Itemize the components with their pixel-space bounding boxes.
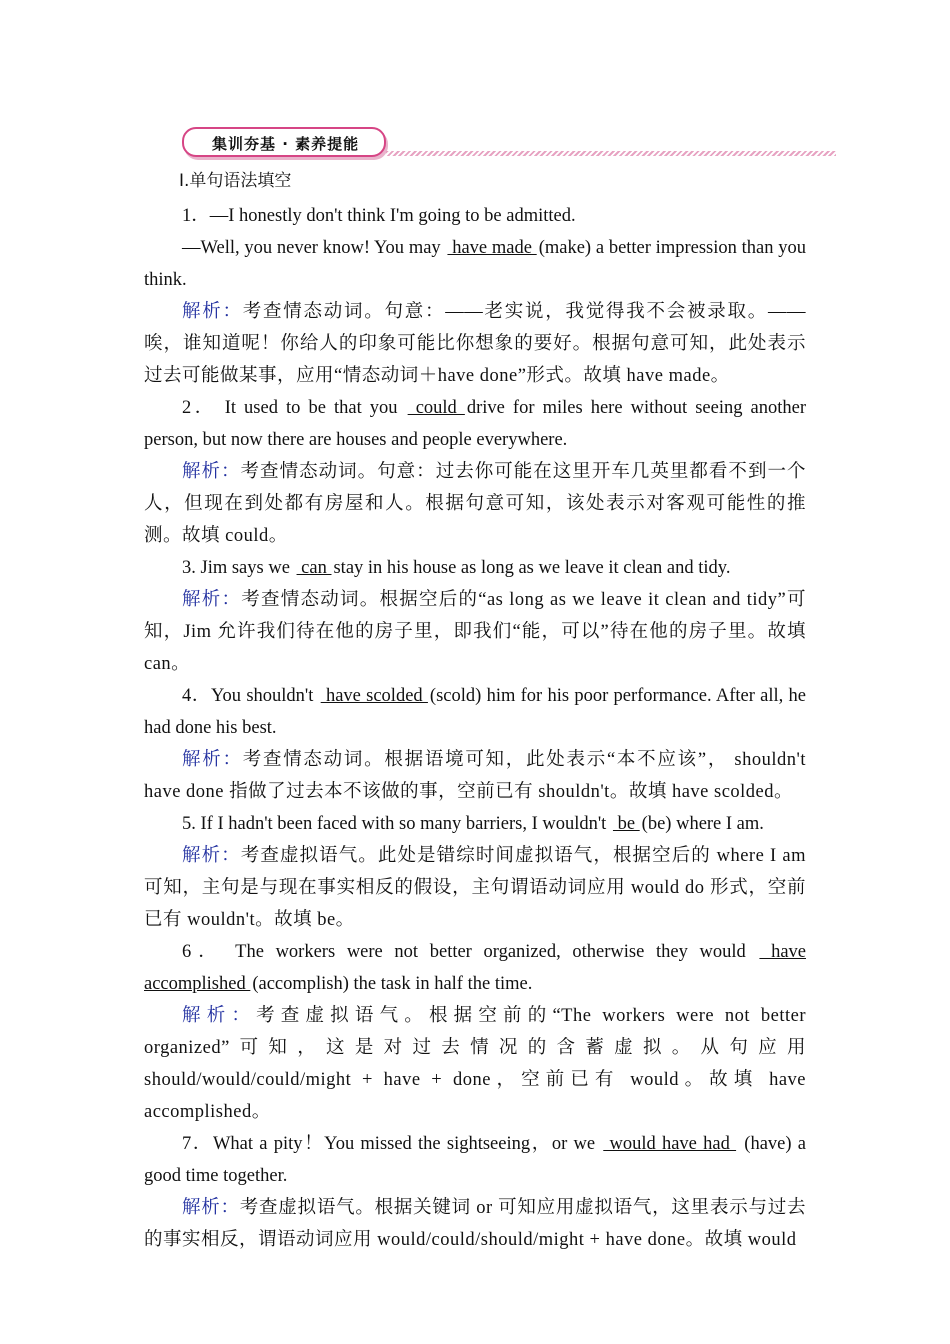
exercise-item <box>144 1128 806 1256</box>
exercise-item <box>144 200 806 392</box>
question-text: 5. If I hadn't been faced with so many barriers, I wouldn't <box>182 814 611 834</box>
analysis-paragraph <box>144 584 806 680</box>
exercise-item <box>144 552 806 680</box>
analysis-label: 解析： <box>182 461 241 482</box>
question-text: (accomplish) the task in half the time. <box>252 974 533 994</box>
analysis-text: 考查情态动词。根据空后的“as long as we leave it clean and tidy”可知，Jim 允许我们待在他的房子里，即我们“能，可以”待在他的房子里。故填 can。 <box>144 590 806 674</box>
analysis-paragraph <box>144 296 806 392</box>
section-banner <box>180 124 838 160</box>
question-line <box>144 200 806 232</box>
exercise-item <box>144 680 806 808</box>
analysis-text: 考查情态动词。句意：过去你可能在这里开车几英里都看不到一个人，但现在到处都有房屋和人。根据句意可知，该处表示对客观可能性的推测。故填 could。 <box>144 462 806 546</box>
analysis-label: 解析： <box>182 845 241 866</box>
question-text: 1．—I honestly don't think I'm going to be admitted. <box>182 206 576 226</box>
question-text: 2． It used to be that you <box>182 398 406 418</box>
question-text: 7．What a pity！You missed the sightseeing，or we <box>182 1134 602 1154</box>
answer-blank: can <box>296 558 332 578</box>
question-line <box>144 232 806 296</box>
question-line <box>144 680 806 744</box>
question-text: (make) a better impression than you think. <box>144 238 806 290</box>
analysis-paragraph <box>144 1000 806 1128</box>
analysis-label: 解析： <box>182 1197 240 1218</box>
banner-pill <box>182 127 386 157</box>
question-text: drive for miles here without seeing another person, but now there are houses and people everywhere. <box>144 398 806 450</box>
question-text: —Well, you never know! You may <box>182 238 446 258</box>
question-text: 6． The workers were not better organized, otherwise they would <box>182 942 758 962</box>
analysis-label: 解析： <box>182 1005 257 1026</box>
question-text: 4．You shouldn't <box>182 686 319 706</box>
answer-blank: have accomplished <box>144 942 806 994</box>
exercise-list <box>144 200 806 1256</box>
question-text: 3. Jim says we <box>182 558 295 578</box>
section-title: Ⅰ.单句语法填空 <box>179 171 292 191</box>
document-body <box>144 168 806 1256</box>
exercise-item <box>144 392 806 552</box>
analysis-text: 考查情态动词。句意：——老实说，我觉得我不会被录取。——唉，谁知道呢！你给人的印象可能比你想象的要好。根据句意可知，此处表示过去可能做某事，应用“情态动词＋have done”形式。故填 have made。 <box>144 302 806 386</box>
answer-blank: would have had <box>603 1134 737 1154</box>
analysis-text: 考查情态动词。根据语境可知，此处表示“本不应该”， shouldn't have done 指做了过去本不该做的事，空前已有 shouldn't。故填 have scolded。 <box>144 750 806 802</box>
analysis-paragraph <box>144 1192 806 1256</box>
analysis-label: 解析： <box>182 301 243 322</box>
question-text: (be) where I am. <box>641 814 764 834</box>
analysis-text: 考查虚拟语气。根据空前的“The workers were not better organized”可知，这是对过去情况的含蓄虚拟。从句应用 should/would/could/might + have + done，空前已有 would。故填 have accomplished。 <box>144 1006 806 1122</box>
banner-title: 集训夯基 · 素养提能 <box>212 135 360 153</box>
analysis-paragraph <box>144 840 806 936</box>
analysis-text: 考查虚拟语气。根据关键词 or 可知应用虚拟语气，这里表示与过去的事实相反，谓语动词应用 would/could/should/might + have done。故填 would <box>144 1198 806 1250</box>
answer-blank: could <box>407 398 465 418</box>
analysis-label: 解析： <box>182 749 243 770</box>
question-text: (have) a good time together. <box>144 1134 806 1186</box>
answer-blank: have made <box>447 238 537 258</box>
exercise-item <box>144 808 806 936</box>
analysis-text: 考查虚拟语气。此处是错综时间虚拟语气，根据空后的 where I am 可知，主句是与现在事实相反的假设，主句谓语动词应用 would do 形式，空前已有 wouldn't。故填 be。 <box>144 846 806 930</box>
analysis-paragraph <box>144 456 806 552</box>
banner-stripe-decoration <box>386 151 836 156</box>
answer-blank: be <box>612 814 640 834</box>
analysis-label: 解析： <box>182 589 242 610</box>
question-line <box>144 552 806 584</box>
analysis-paragraph <box>144 744 806 808</box>
question-text: (scold) him for his poor performance. After all, he had done his best. <box>144 686 807 738</box>
question-text: stay in his house as long as we leave it clean and tidy. <box>333 558 731 578</box>
question-line <box>144 808 806 840</box>
exercise-item <box>144 936 806 1128</box>
question-line <box>144 936 806 1000</box>
answer-blank: have scolded <box>320 686 428 706</box>
question-line <box>144 1128 806 1192</box>
question-line <box>144 392 806 456</box>
